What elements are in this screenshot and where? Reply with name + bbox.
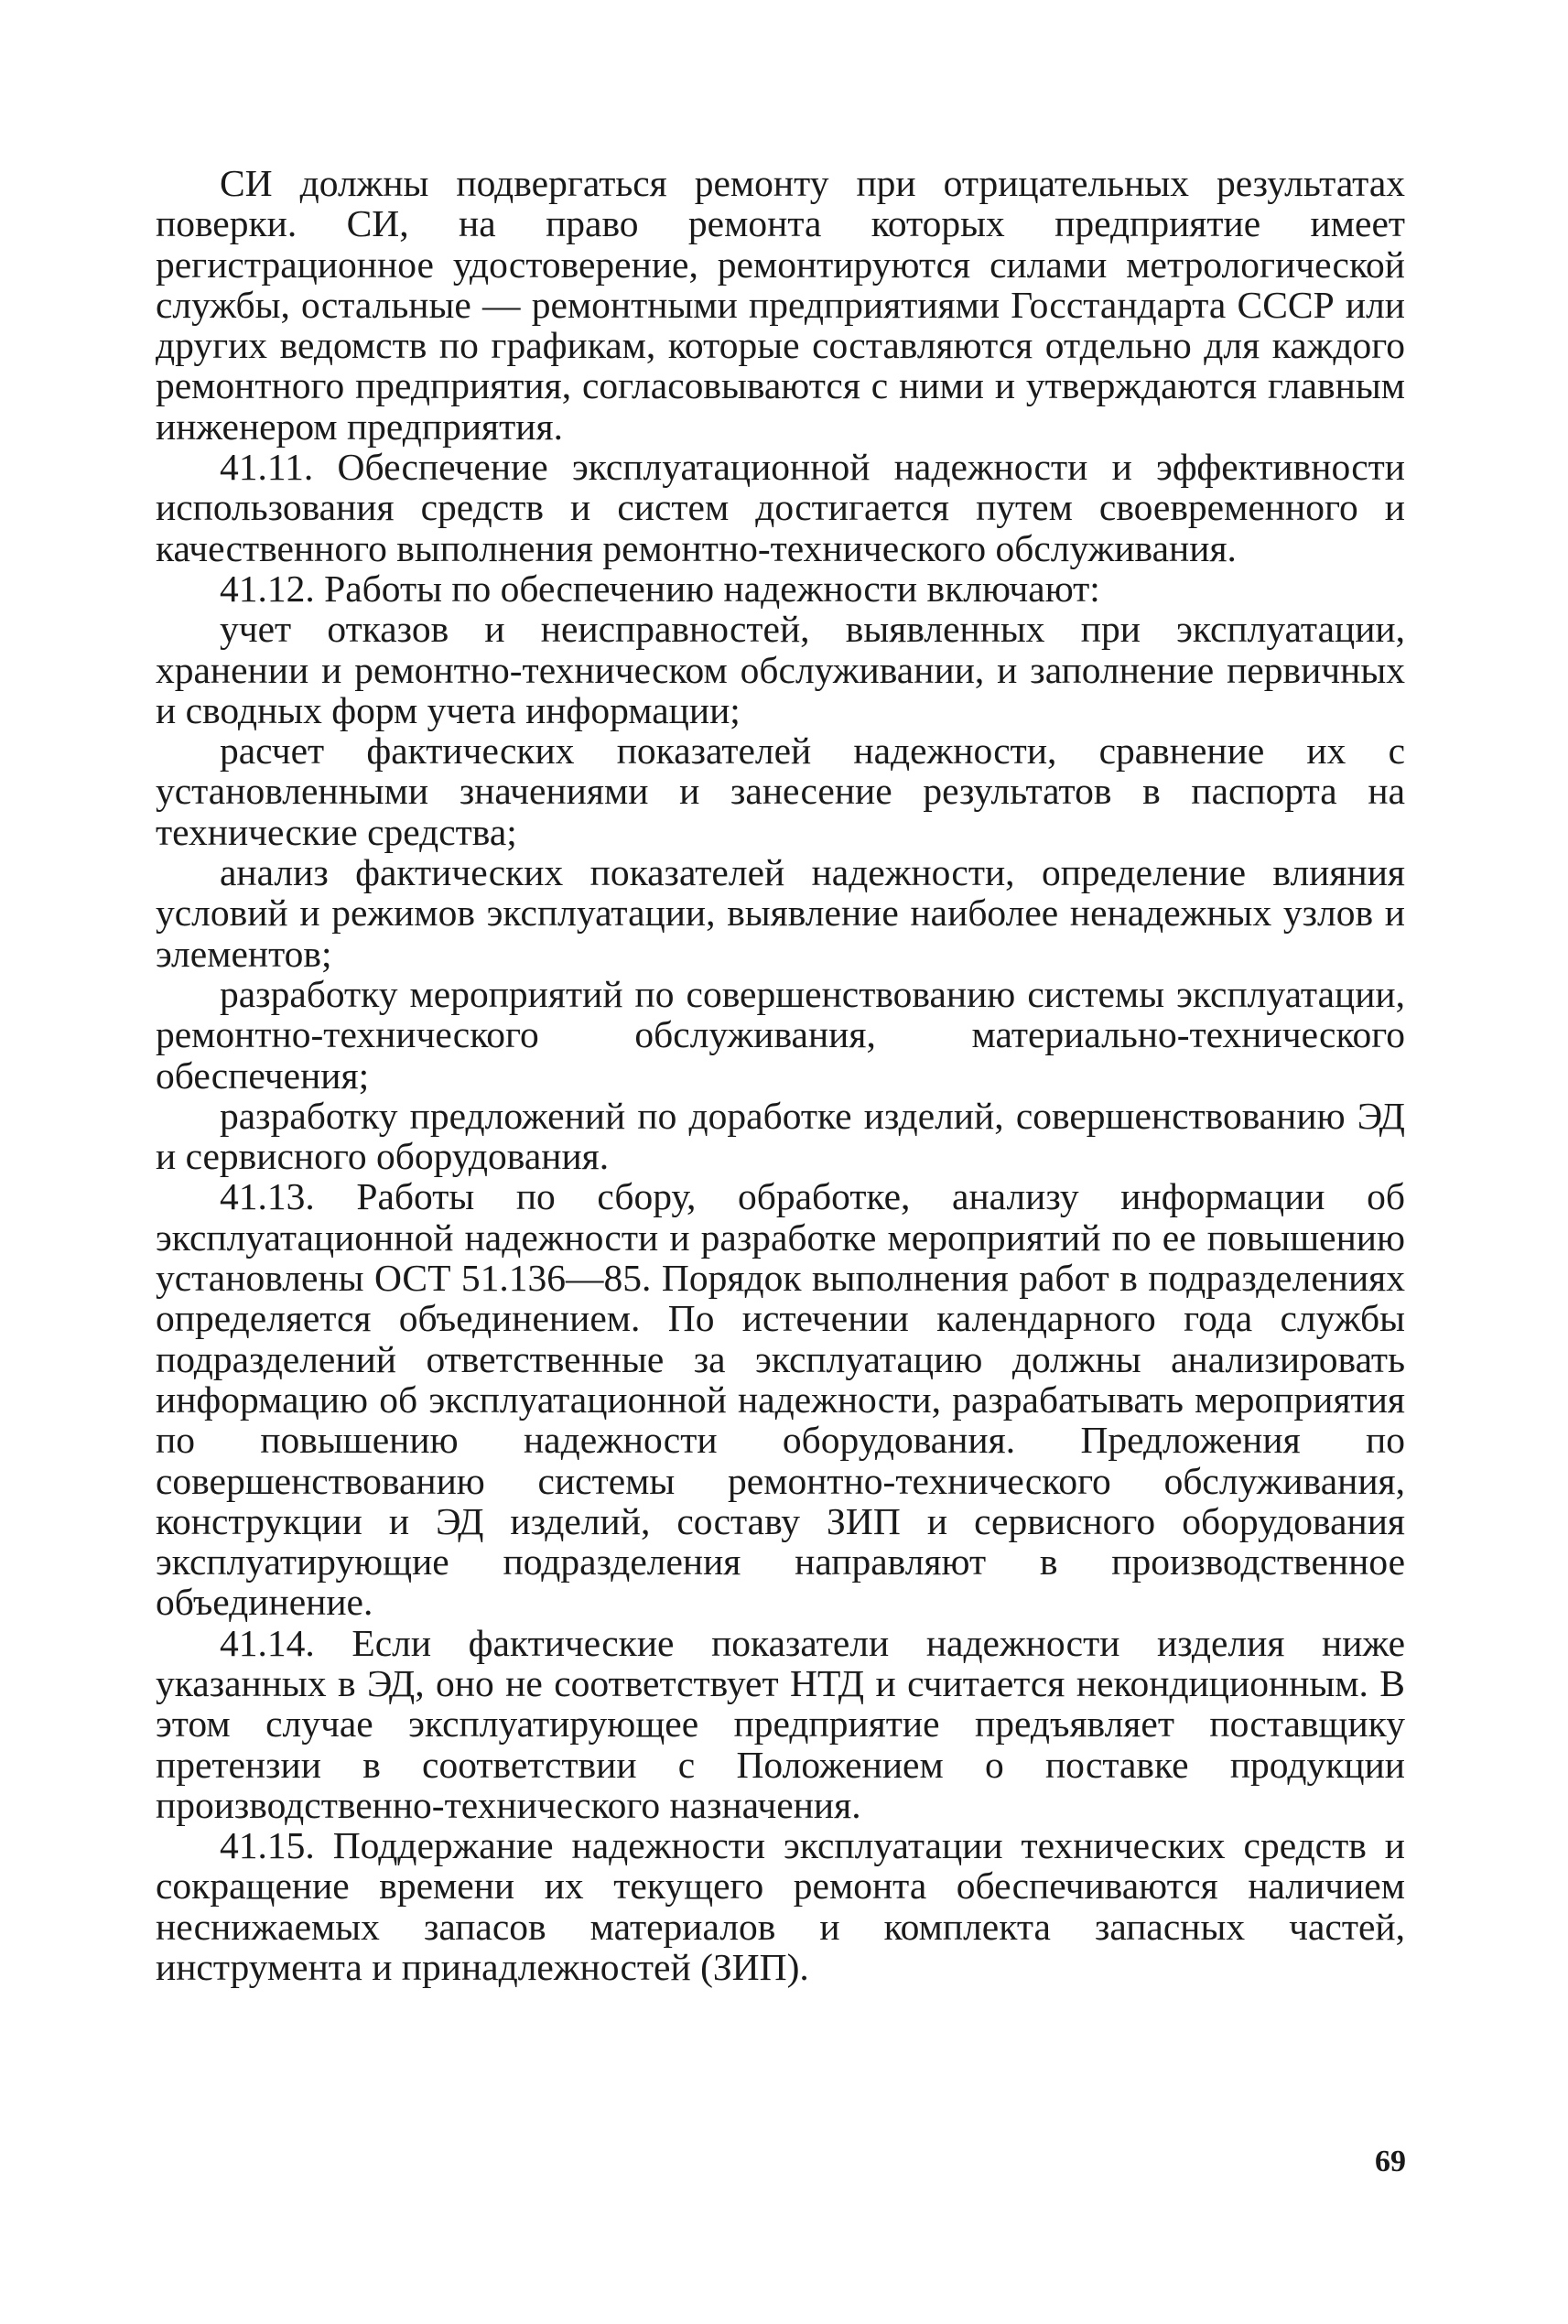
paragraph: разработку мероприятий по совершенствованию системы эксплуатации, ремонтно-технического обслуживания, материально-технического обеспечения; (156, 972, 1405, 1097)
paragraph: расчет фактических показателей надежности, сравнение их с установленными значениями и занесение результатов в паспорта на технические средства; (156, 730, 1405, 853)
paragraph: 41.11. Обеспечение эксплуатационной надежности и эффективности использования средств и систем достигается путем своевременного и качественного выполнения ремонтно-технического обслуживания. (156, 446, 1405, 569)
paragraph: 41.12. Работы по обеспечению надежности включают: (220, 567, 1100, 610)
paragraph: 41.15. Поддержание надежности эксплуатации технических средств и сокращение времени их текущего ремонта обеспечиваются наличием неснижаемых запасов материалов и комплекта запасных частей, инструмента и принадлежностей (ЗИП). (156, 1824, 1405, 1989)
paragraph: СИ должны подвергаться ремонту при отрицательных результатах поверки. СИ, на право ремонта которых предприятие имеет регистрационное удостоверение, ремонтируются силами метрологической службы, остальные — ремонтными предприятиями Госстандарта СССР или других ведомств по графикам, которые составляются отдельно для каждого ремонтного предприятия, согласовываются с ними и утверждаются главным инженером предприятия. (156, 162, 1405, 448)
paragraph: 41.13. Работы по сбору, обработке, анализу информации об эксплуатационной надежности и разработке мероприятий по ее повышению установлены ОСТ 51.136—85. Порядок выполнения работ в подразделениях определяется объединением. По истечении календарного года службы подразделений ответственные за эксплуатацию должны анализировать информацию об эксплуатационной надежности, разрабатывать мероприятия по повышению надежности оборудования. Предложения по совершенствованию системы ремонтно-технического обслуживания, конструкции и ЭД изделий, составу ЗИП и сервисного оборудования эксплуатирующие подразделения направляют в производственное объединение. (156, 1175, 1405, 1624)
paragraph: 41.14. Если фактические показатели надежности изделия ниже указанных в ЭД, оно не соответствует НТД и считается некондиционным. В этом случае эксплуатирующее предприятие предъявляет поставщику претензии в соответствии с Положением о поставке продукции производственно-технического назначения. (156, 1621, 1405, 1826)
paragraph: разработку предложений по доработке изделий, совершенствованию ЭД и сервисного оборудования. (156, 1094, 1405, 1178)
paragraph: анализ фактических показателей надежности, определение влияния условий и режимов эксплуатации, выявление наиболее ненадежных узлов и элементов; (156, 851, 1405, 975)
page-number: 69 (1375, 2145, 1406, 2178)
body-text (156, 163, 1405, 1987)
paragraph: учет отказов и неисправностей, выявленных при эксплуатации, хранении и ремонтно-техническом обслуживании, и заполнение первичных и сводных форм учета информации; (156, 608, 1405, 731)
